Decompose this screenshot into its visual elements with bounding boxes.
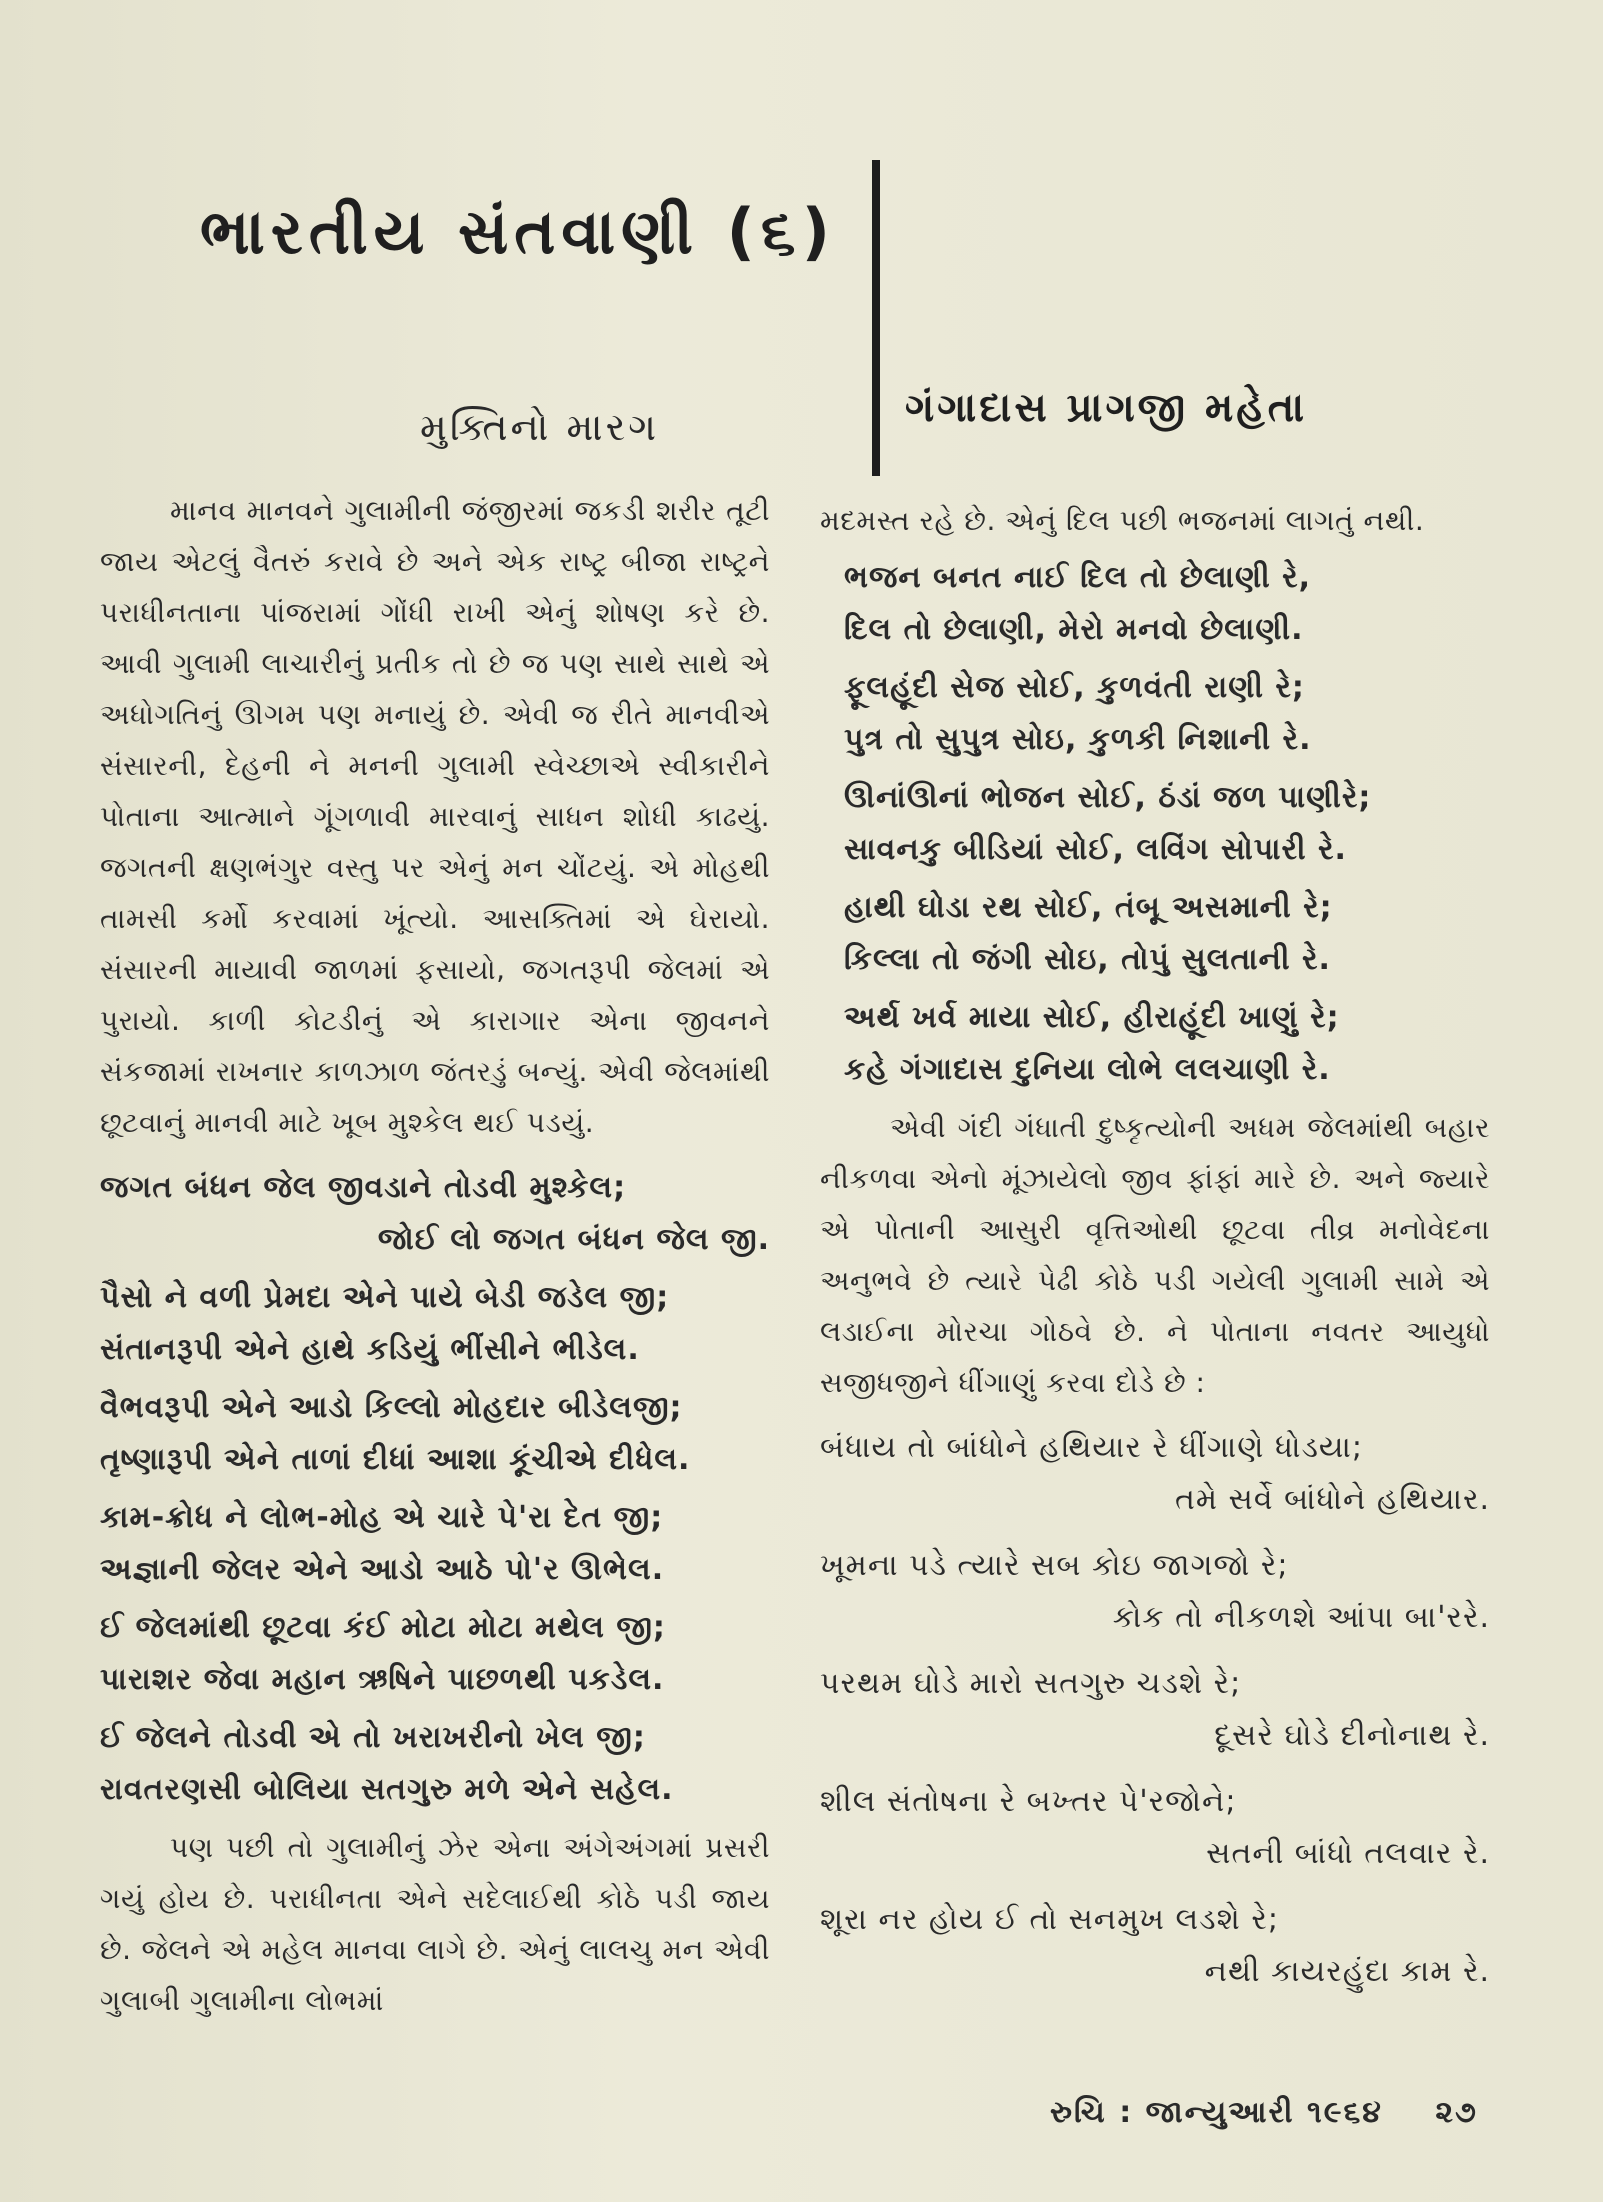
verse-line: પરથમ ઘોડે મારો સતગુરુ ચડશે રે; — [820, 1666, 1242, 1701]
verse-line: શીલ સંતોષના રે બખ્તર પે'રજોને; — [820, 1784, 1237, 1819]
verse-line: શૂરા નર હોય ઈ તો સનમુખ લડશે રે; — [820, 1902, 1279, 1937]
verse-line: સતની બાંધો તલવાર રે. — [1206, 1836, 1490, 1871]
verse-line: કોક તો નીકળશે આંપા બા'રરે. — [1112, 1600, 1490, 1635]
verse-line: ઊનાંઊનાં ભોજન સોઈ, ઠંડાં જળ પાણીરે; — [844, 780, 1372, 815]
verse-line: ફૂલહૂંદી સેજ સોઈ, કુળવંતી રાણી રે; — [844, 670, 1305, 705]
right-paragraph-1: મદમસ્ત રહે છે. એનું દિલ પછી ભજનમાં લાગતું નથી. — [820, 504, 1425, 537]
verse-line: ભજન બનત નાઈ દિલ તો છેલાણી રે, — [844, 560, 1312, 595]
left-verse — [100, 1162, 770, 1816]
left-column — [100, 485, 770, 2026]
verse-line: નથી કાયરહુંદા કામ રે. — [1204, 1954, 1490, 1989]
verse-line: હાથી ઘોડા રથ સોઈ, તંબૂ અસમાની રે; — [844, 890, 1333, 925]
verse-line: રાવતરણસી બોલિયા સતગુરુ મળે એને સહેલ. — [100, 1772, 674, 1807]
verse-line: કિલ્લા તો જંગી સોઇ, તોપું સુલતાની રે. — [844, 942, 1331, 977]
article-author: ગંગાદાસ પ્રાગજી મહેતા — [905, 385, 1308, 431]
article-title: ભારતીય સંતવાણી (૬) — [200, 195, 836, 268]
footer-publication: રુચિ : જાન્યુઆરી ૧૯૬૪ — [1050, 2095, 1383, 2130]
verse-line: તમે સર્વે બાંધોને હથિયાર. — [1174, 1482, 1490, 1517]
verse-line: વૈભવરૂપી એને આડો કિલ્લો મોહદાર બીડેલજી; — [100, 1390, 683, 1425]
verse-line: દિલ તો છેલાણી, મેરો મનવો છેલાણી. — [844, 612, 1304, 647]
verse-line: અજ્ઞાની જેલર એને આડો આઠે પો'ર ઊભેલ. — [100, 1552, 665, 1587]
verse-line: ઈ જેલમાંથી છૂટવા કંઈ મોટા મોટા મથેલ જી; — [100, 1610, 666, 1645]
left-paragraph-1: માનવ માનવને ગુલામીની જંજીરમાં જકડી શરીર તૂટી જાય એટલું વૈતરું કરાવે છે અને એક રાષ્ટ્ર બીજા રાષ્ટ્રને પરાધીનતાના પાંજરામાં ગોંધી રાખી એનું શોષણ કરે છે. આવી ગુલામી લાચારીનું પ્રતીક તો છે જ પણ સાથે સાથે એ અધોગતિનું ઊગમ પણ મનાયું છે. એવી જ રીતે માનવીએ સંસારની, દેહની ને મનની ગુલામી સ્વેચ્છાએ સ્વીકારીને પોતાના આત્માને ગૂંગળાવી મારવાનું સાધન શોધી કાઢયું. જગતની ક્ષણભંગુર વસ્તુ પર એનું મન ચોંટયું. એ મોહથી તામસી કર્મો કરવામાં ખૂંત્યો. આસક્તિમાં એ ઘેરાયો. સંસારની માયાવી જાળમાં ફસાયો, જગતરૂપી જેલમાં એ પુરાયો. કાળી કોટડીનું એ કારાગાર એના જીવનને સંકજામાં રાખનાર કાળઝાળ જંતરડું બન્યું. એવી જેલમાંથી છૂટવાનું માનવી માટે ખૂબ મુશ્કેલ થઈ પડયું. — [100, 494, 770, 1139]
verse-line: સાવનકુ બીડિયાં સોઈ, લવિંગ સોપારી રે. — [844, 832, 1347, 867]
verse-line: કામ-ક્રોધ ને લોભ-મોહ એ ચારે પે'રા દેત જી; — [100, 1500, 664, 1535]
verse-line: કહે ગંગાદાસ દુનિયા લોભે લલચાણી રે. — [844, 1052, 1331, 1087]
right-column — [820, 495, 1490, 1998]
right-paragraph-2: એવી ગંદી ગંધાતી દુષ્કૃત્યોની અધમ જેલમાંથી બહાર નીકળવા એનો મૂંઝાયેલો જીવ ફાંફાં મારે છે. અને જ્યારે એ પોતાની આસુરી વૃત્તિઓથી છૂટવા તીવ્ર મનોવેદના અનુભવે છે ત્યારે પેઢી કોઠે પડી ગયેલી ગુલામી સામે એ લડાઈના મોરચા ગોઠવે છે. ને પોતાના નવતર આયુધો સજીધજીને ધીંગાણું કરવા દોડે છે : — [820, 1111, 1490, 1399]
verse-line: જોઈ લો જગત બંધન જેલ જી. — [377, 1222, 770, 1257]
verse-line: જગત બંધન જેલ જીવડાને તોડવી મુશ્કેલ; — [100, 1170, 627, 1205]
page-number: ૨૭ — [1435, 2095, 1478, 2130]
left-paragraph-2: પણ પછી તો ગુલામીનું ઝેર એના અંગેઅંગમાં પ્રસરી ગયું હોય છે. પરાધીનતા એને સદેલાઈથી કોઠે પડી જાય છે. જેલને એ મહેલ માનવા લાગે છે. એનું લાલચુ મન એવી ગુલાબી ગુલામીના લોભમાં — [100, 1831, 770, 2017]
verse-line: સંતાનરૂપી એને હાથે કડિયું ભીંસીને ભીડેલ. — [100, 1332, 640, 1367]
article-subtitle: મુક્તિનો મારગ — [420, 405, 659, 449]
verse-line: ખૂમના પડે ત્યારે સબ કોઇ જાગજો રે; — [820, 1548, 1289, 1583]
right-verse-1 — [820, 552, 1490, 1096]
verse-line: પૈસો ને વળી પ્રેમદા એને પાયે બેડી જડેલ જી; — [100, 1280, 670, 1315]
verse-line: દૂસરે ઘોડે દીનોનાથ રે. — [1214, 1718, 1490, 1753]
title-divider — [872, 160, 880, 476]
verse-line: પુત્ર તો સુપુત્ર સોઇ, કુળકી નિશાની રે. — [844, 722, 1312, 757]
page-footer — [1050, 2095, 1500, 2130]
verse-line: ઈ જેલને તોડવી એ તો ખરાખરીનો ખેલ જી; — [100, 1720, 646, 1755]
right-verse-2 — [820, 1422, 1490, 1998]
verse-line: તૃષ્ણારૂપી એને તાળાં દીધાં આશા કૂંચીએ દીધેલ. — [100, 1442, 691, 1477]
verse-line: પારાશર જેવા મહાન ઋષિને પાછળથી પકડેલ. — [100, 1662, 665, 1697]
verse-line: અર્થ ખર્વ માયા સોઈ, હીરાહૂંદી ખાણું રે; — [844, 1000, 1340, 1035]
verse-line: બંધાય તો બાંધોને હથિયાર રે ધીંગાણે ધોડયા; — [820, 1430, 1363, 1465]
